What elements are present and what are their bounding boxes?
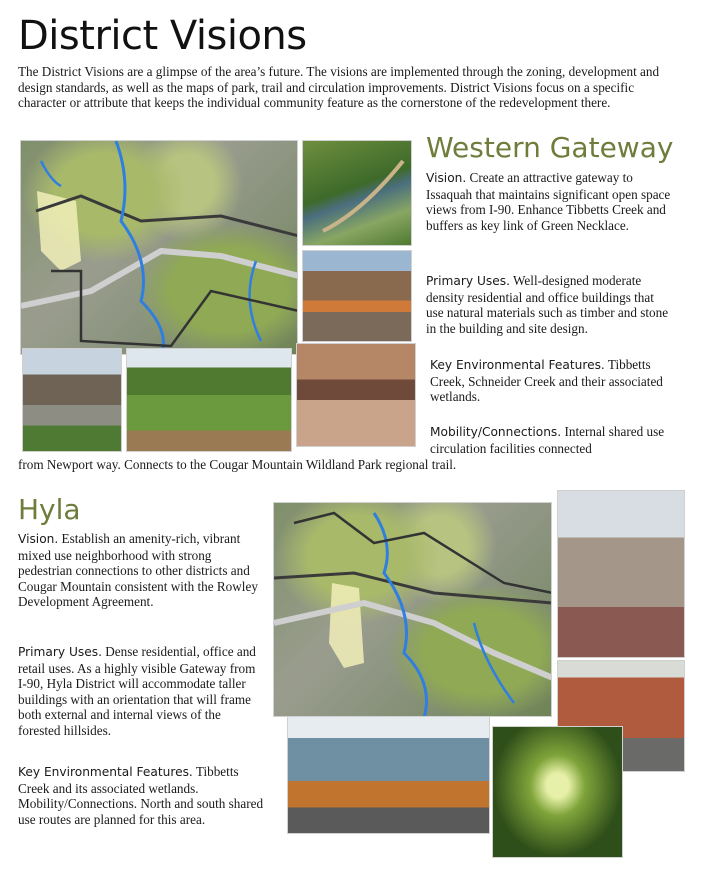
hyla-env <box>18 764 273 827</box>
garden-photo <box>126 348 292 452</box>
hyla-street-photo <box>557 490 685 658</box>
crowd-street-photo <box>296 343 416 447</box>
hyla-env-label: Key Environmental Features. <box>18 765 193 779</box>
western-mobility-continued: from Newport way. Connects to the Cougar Mountain Wildland Park regional trail. <box>18 457 457 472</box>
western-gateway-heading: Western Gateway <box>426 131 674 164</box>
western-uses-text: Well-designed moderate density residential and office buildings that use natural materials such as timber and stone in the building and site design. <box>426 273 669 336</box>
western-uses <box>426 273 671 336</box>
western-env-label: Key Environmental Features. <box>430 358 605 372</box>
plaza-dining-photo <box>302 250 412 342</box>
western-mobility <box>430 424 670 456</box>
hyla-vision-label: Vision. <box>18 532 59 546</box>
western-uses-label: Primary Uses. <box>426 274 510 288</box>
hyla-env-text: Tibbetts Creek and its associated wetlands. Mobility/Connections. North and south shared use routes are planned for this area. <box>18 764 264 827</box>
hyla-uses-text: Dense residential, office and retail uses. As a highly visible Gateway from I-90, Hyla District will accommodate taller buildings with an orientation that will frame both external and internal views of the forested hillsides. <box>18 644 256 738</box>
western-gateway-map <box>20 140 298 355</box>
western-mobility-label: Mobility/Connections. <box>430 425 562 439</box>
glass-building-photo <box>287 716 490 834</box>
house-path-photo <box>22 348 122 452</box>
wetland-boardwalk-photo <box>302 140 412 246</box>
hyla-uses-label: Primary Uses. <box>18 645 102 659</box>
page-title: District Visions <box>18 13 307 59</box>
hyla-vision-text: Establish an amenity-rich, vibrant mixed use neighborhood with strong pedestrian connections to other districts and Cougar Mountain consistent with the Rowley Development Agreement. <box>18 531 258 609</box>
western-vision <box>426 170 671 233</box>
western-mobility-text: Internal shared use circulation facilities connected <box>430 424 665 456</box>
western-env <box>430 357 670 405</box>
hyla-heading: Hyla <box>18 493 81 526</box>
intro-paragraph: The District Visions are a glimpse of the area’s future. The visions are implemented through the zoning, development and design standards, as well as the maps of park, trail and circulation improvements. District Visions focus on a specific character or attribute that keeps the individual community feature as the cornerstone of the redevelopment there. <box>18 64 660 110</box>
hyla-uses <box>18 644 263 738</box>
hyla-map <box>273 502 552 717</box>
western-env-text: Tibbetts Creek, Schneider Creek and their associated wetlands. <box>430 357 663 404</box>
western-vision-text: Create an attractive gateway to Issaquah that maintains significant open space views from I-90. Enhance Tibbetts Creek and buffers as key link of Green Necklace. <box>426 170 671 233</box>
forest-trail-photo <box>492 726 623 858</box>
western-vision-label: Vision. <box>426 171 467 185</box>
hyla-vision <box>18 531 263 610</box>
